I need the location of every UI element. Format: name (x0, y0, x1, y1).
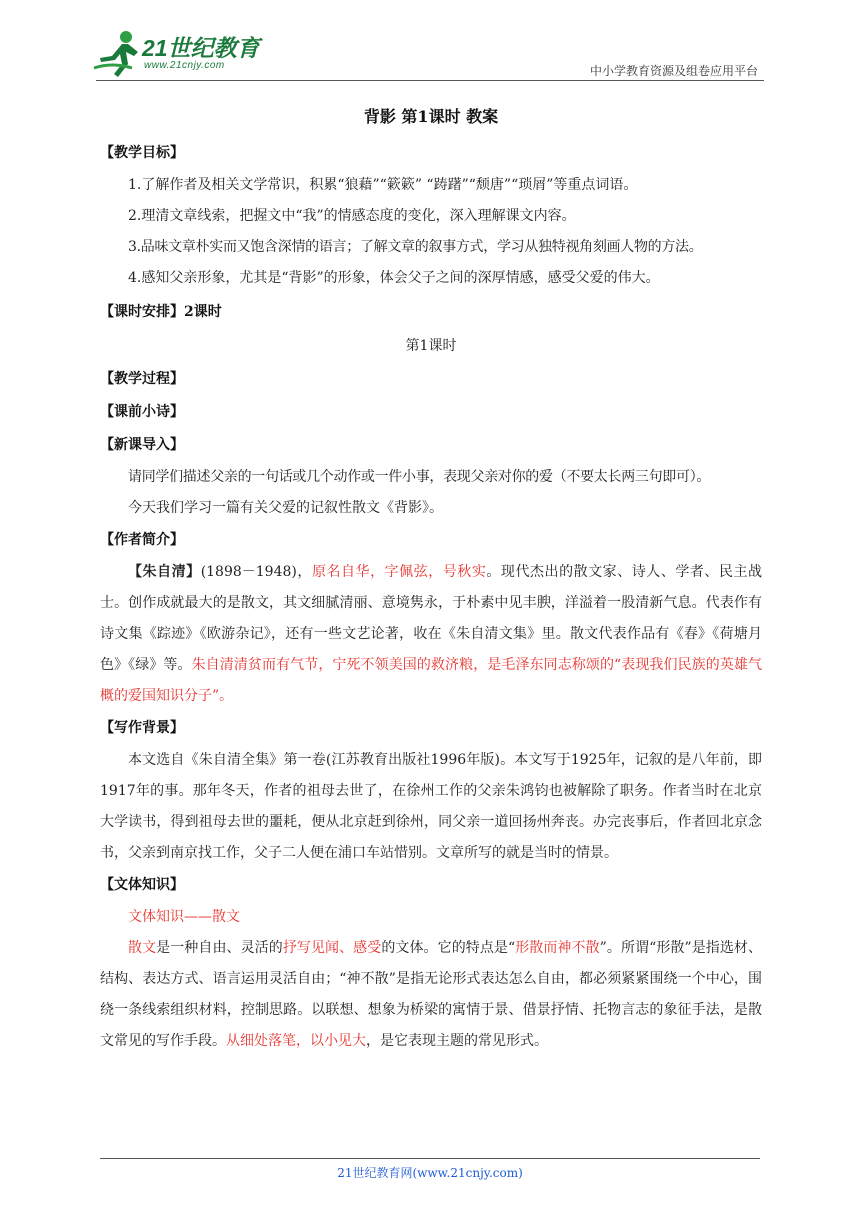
goal-item: 2.理清文章线索，把握文中“我”的情感态度的变化，深入理解课文内容。 (128, 208, 576, 224)
goal-item: 1.了解作者及相关文学常识，积累“狼藉”“簌簌” “踌躇”“颓唐”“琐屑”等重点词语。 (128, 177, 638, 193)
author-text: 。现代杰出的散文家、诗人、学者、民主战士。创作成就最大的是散文，其文细腻清丽、意境隽永，于朴素中见丰腴，洋溢着一股清新气息。代表作有诗文集《踪迹》《欧游杂记》，还有一些文艺论著，收在《朱自清文集》里。散文代表作品有《春》《荷塘月色》《绿》等。 (100, 564, 763, 673)
genre-subtitle: 文体知识——散文 (128, 909, 240, 925)
section-heading-background: 【写作背景】 (100, 720, 184, 736)
genre-highlight: 形散而神不散 (515, 940, 600, 956)
goal-item: 4.感知父亲形象，尤其是“背影”的形象，体会父子之间的深厚情感，感受父爱的伟大。 (128, 270, 660, 286)
genre-highlight: 抒写见闻、感受 (282, 940, 382, 956)
author-names-highlight: 原名自华，字佩弦，号秋实 (311, 564, 487, 580)
section-heading-schedule: 【课时安排】2课时 (100, 304, 222, 320)
intro-paragraph: 今天我们学习一篇有关父爱的记叙性散文《背影》。 (128, 500, 443, 516)
lesson-label: 第1课时 (405, 338, 457, 354)
section-heading-author: 【作者简介】 (100, 532, 184, 548)
section-heading-genre: 【文体知识】 (100, 877, 184, 893)
document-title: 背影 第1课时 教案 (363, 107, 499, 126)
genre-text: 的文体。它的特点是“ (381, 940, 516, 956)
genre-text: ，是它表现主题的常见形式。 (366, 1033, 548, 1049)
logo-url: www.21cnjy.com (144, 60, 225, 71)
genre-highlight: 从细处落笔，以小见大 (226, 1033, 366, 1049)
author-years: (1898－1948)， (200, 564, 312, 580)
platform-label: 中小学教育资源及组卷应用平台 (589, 64, 758, 78)
section-heading-process: 【教学过程】 (100, 371, 184, 387)
background-paragraph: 本文选自《朱自清全集》第一卷(江苏教育出版社1996年版)。本文写于1925年，记叙的是八年前，即1917年的事。那年冬天，作者的祖母去世了，在徐州工作的父亲朱鸿钧也被解除了职务。作者当时在北京大学读书，得到祖母去世的噩耗，便从北京赶到徐州，同父亲一道回扬州奔丧。办完丧事后，作者回北京念书，父亲到南京找工作，父子二人便在浦口车站惜别。文章所写的就是当时的情景。 (100, 752, 762, 861)
genre-paragraph (100, 933, 762, 1057)
section-heading-poem: 【课前小诗】 (100, 404, 184, 420)
author-paragraph (100, 557, 762, 712)
section-heading-goals: 【教学目标】 (100, 145, 184, 161)
logo-text: 21世纪教育 (142, 35, 260, 61)
footer-divider (100, 1158, 760, 1159)
footer-link[interactable]: 21世纪教育网(www.21cnjy.com) (337, 1166, 523, 1180)
genre-text: 是一种自由、灵活的 (156, 940, 283, 956)
runner-logo-icon (92, 28, 144, 78)
lesson-plan-body (100, 104, 762, 1057)
header-divider (96, 80, 764, 81)
author-quote-highlight: 朱自清清贫而有气节，宁死不领美国的救济粮，是毛泽东同志称颂的“表现我们民族的英雄气概的爱国知识分子”。 (100, 657, 763, 704)
goal-item: 3.品味文章朴实而又饱含深情的语言；了解文章的叙事方式，学习从独特视角刻画人物的方法。 (128, 239, 703, 255)
section-heading-intro: 【新课导入】 (100, 437, 184, 453)
intro-paragraph: 请同学们描述父亲的一句话或几个动作或一件小事，表现父亲对你的爱（不要太长两三句即可）。 (128, 469, 711, 485)
author-name: 【朱自清】 (128, 564, 201, 580)
site-logo (92, 28, 262, 82)
genre-highlight: 散文 (128, 940, 157, 956)
genre-text: ”。所谓“形散”是指选材、结构、表达方式、语言运用灵活自由；“神不散”是指无论形式表达怎么自由，都必须紧紧围绕一个中心，围绕一条线索组织材料，控制思路。以联想、想象为桥梁的寓情于景、借景抒情、托物言志的象征手法，是散文常见的写作手段。 (100, 940, 763, 1049)
